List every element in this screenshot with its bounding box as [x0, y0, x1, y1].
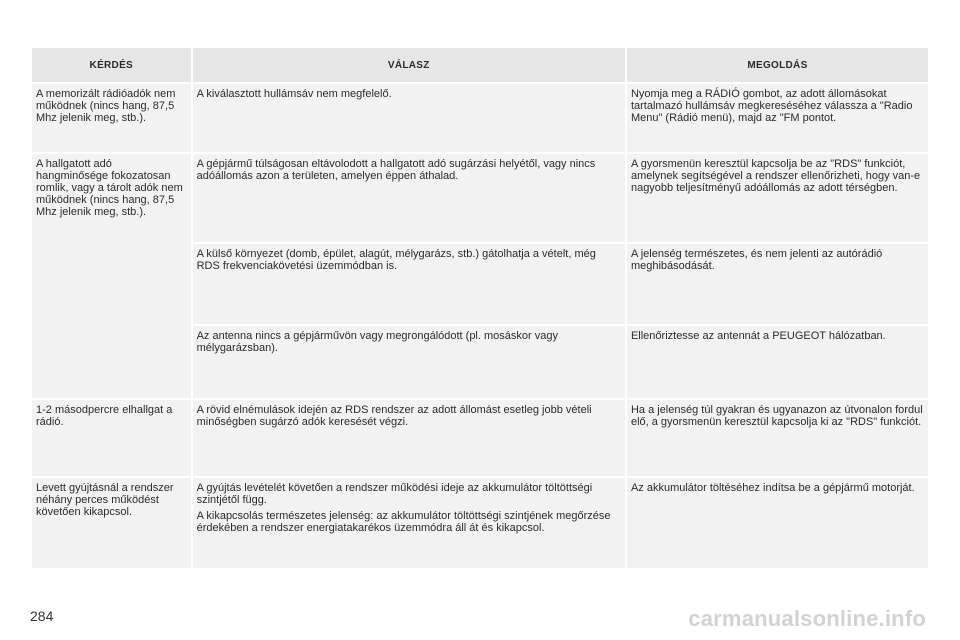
- question-cell: 1-2 másodpercre elhallgat a rádió.: [32, 400, 191, 476]
- solution-cell: Ha a jelenség túl gyakran és ugyanazon az útvonalon fordul elő, a gyorsmenün keresztül kapcsolja ki az "RDS" funkciót.: [627, 400, 928, 476]
- watermark: carmanualsonline.info: [688, 606, 926, 631]
- header-question: KÉRDÉS: [32, 48, 191, 82]
- header-solution: MEGOLDÁS: [627, 48, 928, 82]
- table-row: [32, 84, 928, 152]
- solution-cell: A jelenség természetes, és nem jelenti az autórádió meghibásodását.: [627, 244, 928, 324]
- header-answer: VÁLASZ: [193, 48, 625, 82]
- page-number: 284: [30, 608, 54, 624]
- answer-cell: A kiválasztott hullámsáv nem megfelelő.: [193, 84, 625, 152]
- answer-cell: [193, 478, 625, 568]
- answer-cell: Az antenna nincs a gépjárművön vagy megrongálódott (pl. mosáskor vagy mélygarázsban).: [193, 326, 625, 398]
- solution-cell: Ellenőriztesse az antennát a PEUGEOT hálózatban.: [627, 326, 928, 398]
- table-row: [32, 400, 928, 476]
- answer-paragraph: A gyújtás levételét követően a rendszer működési ideje az akkumulátor töltöttségi szintjétől függ.: [196, 482, 593, 506]
- solution-cell: A gyorsmenün keresztül kapcsolja be az "RDS" funkciót, amelynek segítségével a rendszer ellenőrizheti, hogy van-e nagyobb teljesítményű adóállomás az adott térségben.: [627, 154, 928, 242]
- answer-cell: A rövid elnémulások idején az RDS rendszer az adott állomást esetleg jobb vételi minőségben sugárzó adók keresését végzi.: [193, 400, 625, 476]
- answer-cell: A külső környezet (domb, épület, alagút, mélygarázs, stb.) gátolhatja a vételt, még RDS frekvenciakövetési üzemmódban is.: [193, 244, 625, 324]
- question-cell: Levett gyújtásnál a rendszer néhány perces működést követően kikapcsol.: [32, 478, 191, 568]
- table-header-row: [32, 48, 928, 82]
- answer-paragraph-extra: A kikapcsolás természetes jelenség: az akkumulátor töltöttségi szintjének megőrzése érdekében a rendszer energiatakarékos üzemmódra áll át és kikapcsol.: [196, 510, 611, 534]
- table-row: [32, 154, 928, 242]
- troubleshooting-table: [30, 46, 930, 570]
- solution-cell: Nyomja meg a RÁDIÓ gombot, az adott állomásokat tartalmazó hullámsáv megkereséséhez válassza a "Radio Menu" (Rádió menü), majd az "FM pontot.: [627, 84, 928, 152]
- question-cell: A hallgatott adó hangminősége fokozatosan romlik, vagy a tárolt adók nem működnek (nincs hang, 87,5 Mhz jelenik meg, stb.).: [32, 154, 191, 398]
- answer-cell: A gépjármű túlságosan eltávolodott a hallgatott adó sugárzási helyétől, vagy nincs adóállomás azon a területen, amelyen éppen áthalad.: [193, 154, 625, 242]
- question-cell: A memorizált rádióadók nem működnek (nincs hang, 87,5 Mhz jelenik meg, stb.).: [32, 84, 191, 152]
- table-row: [32, 478, 928, 568]
- solution-cell: Az akkumulátor töltéséhez indítsa be a gépjármű motorját.: [627, 478, 928, 568]
